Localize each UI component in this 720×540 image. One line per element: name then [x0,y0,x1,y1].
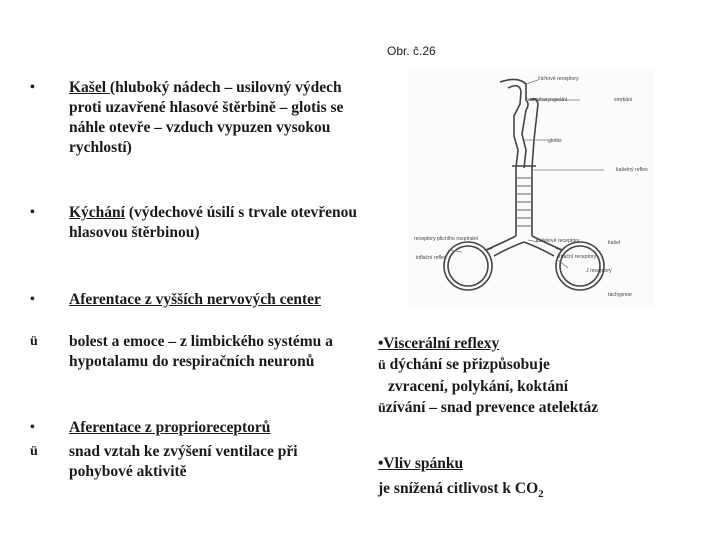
figure-caption: Obr. č.26 [387,44,436,58]
bullet-marker: • [30,292,35,307]
label-inflation: inflační reflex [416,255,447,261]
list-item-sneeze [30,203,360,243]
label-cough-2: kašel [608,240,621,246]
list-item-pain-emotion [30,332,360,372]
label-top-receptors: čichové receptory [538,76,579,82]
check-icon: ü [30,334,38,349]
label-nasopharynx: nasopharyngeální [526,97,568,103]
visceral-line-2: zvracení, polykání, koktání [388,378,568,395]
bullet-marker: • [30,205,35,220]
label-trachea-receptors: kašelové receptory [536,238,580,244]
label-j-receptors: J receptory [586,268,612,274]
pain-emotion-text: bolest a emoce – z limbického systému a hypotalamu do respiračních neuronů [69,333,333,370]
airway-reflex-diagram [408,70,654,306]
sleep-block [378,453,698,505]
label-irritant: iritační receptory [558,254,597,260]
bullet-marker: • [30,420,35,435]
ventilation-text: snad vztah ke zvýšení ventilace při pohybové aktivitě [69,443,298,480]
sneeze-description: (výdechové úsilí s trvale otevřenou hlasovou štěrbinou) [69,204,358,241]
label-glottis: glottis [548,138,562,144]
higher-centers-text: Aferentace z vyšších nervových center [69,291,321,308]
cough-description: (hluboký nádech – usilovný výdech proti uzavřené hlasové štěrbině – glotis se náhle otevře – vzduch vypuzen vysokou rychlostí) [69,79,344,156]
sleep-title: •Vliv spánku [378,455,464,472]
check-icon: ü [30,444,38,459]
cough-term: Kašel [69,79,110,96]
check-icon: ü [378,401,386,416]
check-icon: ü [378,358,386,373]
sneeze-term: Kýchání [69,204,125,221]
proprioceptors-text: Aferentace z proprioreceptorů [69,419,271,436]
label-tachypnoe: tachypnoe [608,292,632,298]
visceral-line-3: zívání – snad prevence atelektáz [385,399,599,416]
label-cough-reflex: kašelný reflex [616,167,648,173]
sleep-text: je snížená citlivost k CO [378,480,539,497]
label-sneeze: smrkání [614,97,633,103]
visceral-line-1: dýchání se přizpůsobuje [385,356,550,373]
list-item-higher-centers [30,290,360,310]
list-item-ventilation [30,442,360,482]
visceral-title: •Viscerální reflexy [378,335,500,352]
list-item-proprioceptors [30,418,360,438]
list-item-cough [30,78,360,158]
sleep-subscript: 2 [538,488,544,501]
label-stretch-receptors: receptory plicního rozpínání [414,236,479,242]
bullet-marker: • [30,80,35,95]
visceral-reflexes-block [378,333,698,419]
